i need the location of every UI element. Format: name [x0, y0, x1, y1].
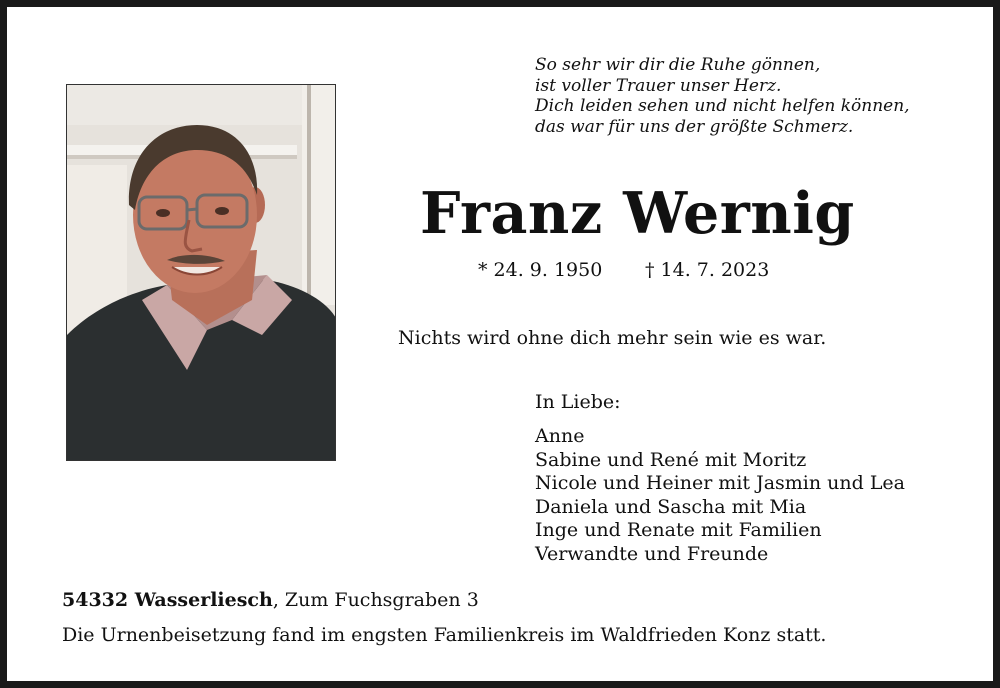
poem-line: das war für uns der größte Schmerz. [535, 116, 854, 137]
mourner-entry: Inge und Renate mit Familien [535, 519, 822, 541]
burial-notice: Die Urnenbeisetzung fand im engsten Familienkreis im Waldfrieden Konz statt. [62, 624, 827, 646]
deceased-name: Franz Wernig [420, 180, 855, 247]
poem-line: Dich leiden sehen und nicht helfen können, [535, 96, 910, 116]
poem [535, 55, 910, 137]
mourners-heading: In Liebe: [535, 391, 621, 413]
death-date: † 14. 7. 2023 [645, 259, 770, 281]
portrait-photo [66, 84, 336, 461]
address-line [62, 589, 479, 611]
mourner-entry: Anne [535, 425, 585, 447]
address-postal-city: 54332 Wasserliesch [62, 589, 273, 611]
mourner-entry: Verwandte und Freunde [535, 542, 769, 565]
motto-line: Nichts wird ohne dich mehr sein wie es war. [398, 327, 827, 349]
mourner-entry: Daniela und Sascha mit Mia [535, 495, 807, 518]
mourner-entry: Nicole und Heiner mit Jasmin und Lea [535, 472, 906, 494]
poem-line: ist voller Trauer unser Herz. [535, 75, 782, 96]
mourner-entry: Sabine und René mit Moritz [535, 448, 807, 471]
poem-line: So sehr wir dir die Ruhe gönnen, [535, 55, 821, 75]
birth-date: * 24. 9. 1950 [478, 259, 603, 281]
mourners-list [535, 425, 905, 566]
address-street: , Zum Fuchsgraben 3 [272, 589, 479, 611]
